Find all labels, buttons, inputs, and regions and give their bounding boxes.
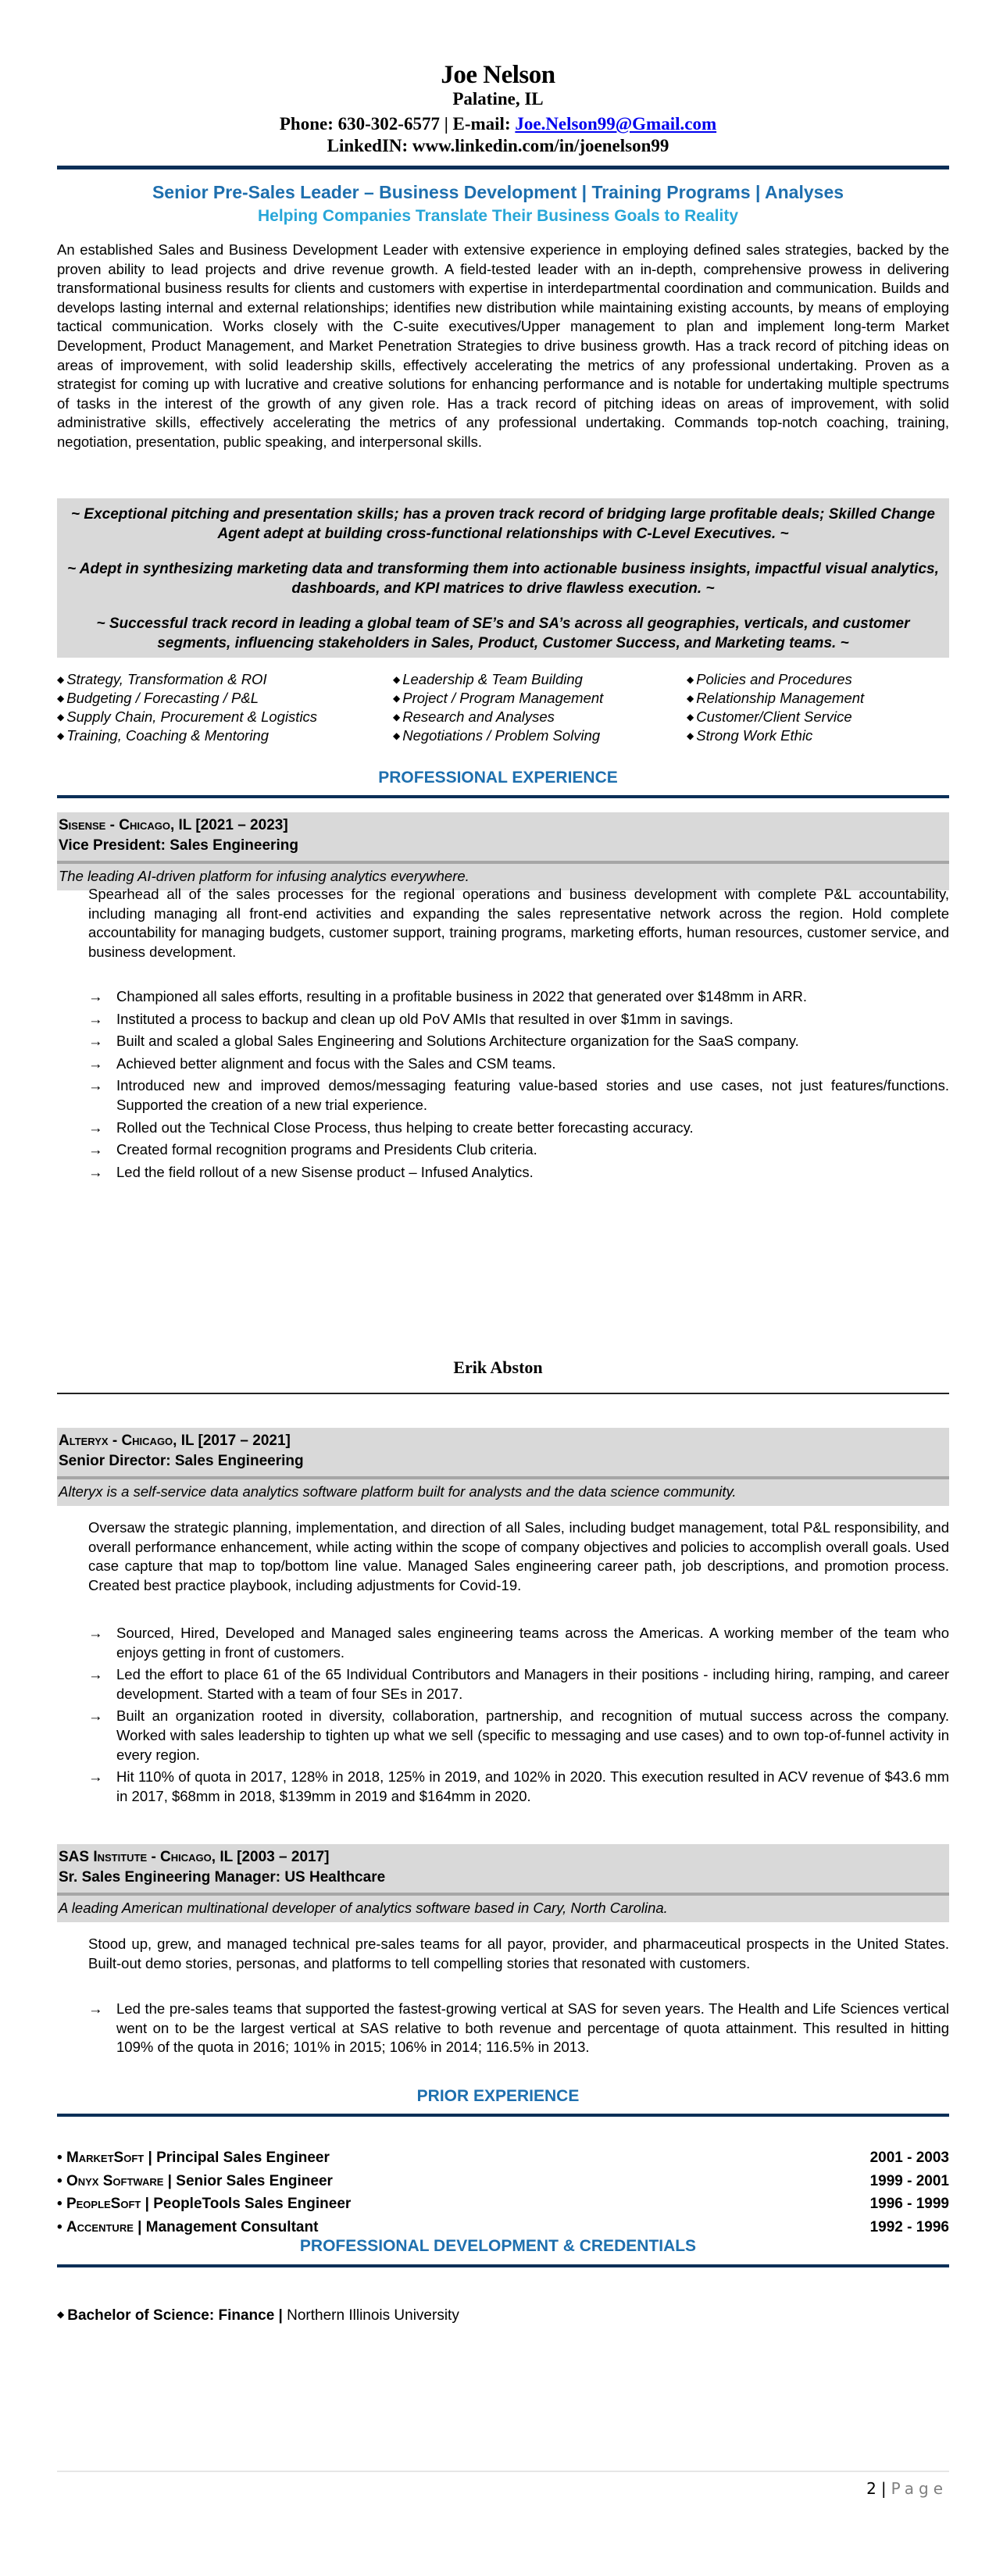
tagline: Helping Companies Translate Their Business Goals to Reality	[258, 207, 738, 225]
linkedin-url: LinkedIN: www.linkedin.com/in/joenelson99	[327, 136, 669, 155]
prior-company: PeopleSoft	[66, 2196, 141, 2212]
arrow-right-icon: →	[88, 1707, 103, 1725]
job-description: Oversaw the strategic planning, implementation, and direction of all Sales, including budget management, total P&L responsibility, and overall performance enhancement, while acting within the scope of company objectives and policies to accomplish overall goals. Used case capture that map to top/bottom line value. Managed Sales engineering career path, job descriptions, and promotion process. Created best practice playbook, including adjustments for Covid-19.	[88, 1519, 949, 1593]
diamond-bullet-icon: ◆	[57, 730, 65, 741]
prior-role: Principal Sales Engineer	[156, 2150, 330, 2166]
diamond-bullet-icon: ◆	[393, 712, 401, 722]
prior-experience-list	[57, 2146, 949, 2239]
diamond-bullet-icon: ◆	[393, 693, 401, 704]
prior-company: Accenture	[66, 2218, 134, 2235]
prior-years: 1992 - 1996	[869, 2218, 949, 2235]
arrow-right-icon: →	[88, 1077, 103, 1094]
highlight-item: ~ Exceptional pitching and presentation skills; has a proven track record of bridging large profitable deals; Skilled Change Agent adept at building cross-functional relationships with C-Level Executives. ~	[71, 506, 935, 542]
job-header-alteryx	[57, 1428, 949, 1506]
job-title: Senior Director: Sales Engineering	[59, 1453, 304, 1469]
prior-role: Management Consultant	[145, 2218, 319, 2235]
diamond-bullet-icon: ◆	[57, 674, 65, 685]
section-divider	[57, 2114, 949, 2117]
prior-company: Onyx Software	[66, 2172, 164, 2189]
diamond-bullet-icon: ◆	[687, 730, 694, 741]
job-company-tagline: A leading American multinational developer of analytics software based in Cary, North Carolina.	[59, 1900, 668, 1916]
competency-item: ◆ Research and Analyses	[393, 708, 555, 725]
arrow-right-icon: →	[88, 1768, 103, 1786]
prior-experience-item: • Accenture | Management Consultant 1992 - 1996	[57, 2216, 949, 2239]
job-bullets	[88, 987, 949, 1185]
job-bullets	[88, 1624, 949, 1809]
diamond-bullet-icon: ◆	[393, 674, 401, 685]
job-description: Stood up, grew, and managed technical pre-sales teams for all payor, provider, and pharmaceutical prospects in the United States. Built-out demo stories, personas, and platforms to tell compelling stories that resonated with customers.	[88, 1936, 949, 1971]
competency-item: ◆ Budgeting / Forecasting / P&L	[57, 690, 259, 706]
arrow-right-icon: →	[88, 1054, 103, 1072]
highlight-item: ~ Adept in synthesizing marketing data and transforming them into actionable business insights, impactful visual analytics, dashboards, and KPI matrices to drive flawless execution. ~	[67, 561, 939, 597]
competency-item: ◆ Relationship Management	[687, 690, 865, 706]
header-divider	[57, 166, 949, 169]
job-bullet: → Hit 110% of quota in 2017, 128% in 2018, 125% in 2019, and 102% in 2020. This execution resulted in ACV revenue of $43.6 mm in 2017, $68mm in 2018, $139mm in 2019 and $164mm in 2020.	[88, 1768, 949, 1806]
diamond-bullet-icon: ◆	[687, 712, 694, 722]
arrow-right-icon: →	[88, 1033, 103, 1050]
prior-role: Senior Sales Engineer	[176, 2172, 333, 2189]
prior-years: 1996 - 1999	[869, 2196, 949, 2212]
location: Palatine, IL	[452, 89, 544, 109]
diamond-bullet-icon: ◆	[57, 693, 65, 704]
diamond-bullet-icon: ◆	[57, 712, 65, 722]
job-bullet: → Sourced, Hired, Developed and Managed sales engineering teams across the Americas. A working member of the team who enjoys getting in front of customers.	[88, 1624, 949, 1662]
arrow-right-icon: →	[88, 1141, 103, 1158]
arrow-right-icon: →	[88, 1163, 103, 1180]
job-header-sas	[57, 1844, 949, 1922]
arrow-right-icon: →	[88, 1625, 103, 1641]
competency-item: ◆ Strong Work Ethic	[687, 727, 813, 744]
job-bullet: → Created formal recognition programs and Presidents Club criteria.	[88, 1140, 949, 1160]
job-bullet: → Led the effort to place 61 of the 65 Individual Contributors and Managers in their positions - including hiring, ramping, and career development. Started with a team of four SEs in 2017.	[88, 1665, 949, 1704]
page-header-name: Erik Abston	[453, 1358, 543, 1377]
competency-column	[687, 670, 864, 745]
arrow-right-icon: →	[88, 1010, 103, 1027]
section-divider	[57, 795, 949, 798]
competency-item: ◆ Negotiations / Problem Solving	[393, 727, 601, 744]
prior-experience-item: • Onyx Software | Senior Sales Engineer 1999 - 2001	[57, 2170, 949, 2193]
job-company-tagline: Alteryx is a self-service data analytics software platform built for analysts and the data science community.	[59, 1483, 737, 1500]
arrow-right-icon: →	[88, 988, 103, 1004]
headline: Senior Pre-Sales Leader – Business Development | Training Programs | Analyses	[152, 182, 844, 202]
diamond-bullet-icon: ◆	[57, 2309, 65, 2320]
degree: Bachelor of Science: Finance	[67, 2307, 275, 2324]
prior-years: 1999 - 2001	[869, 2172, 949, 2189]
competency-item: ◆ Training, Coaching & Mentoring	[57, 727, 270, 744]
contact-line	[0, 114, 996, 134]
prior-role: PeopleTools Sales Engineer	[153, 2196, 352, 2212]
page-header-divider	[57, 1393, 949, 1394]
job-title: Sr. Sales Engineering Manager: US Healthcare	[59, 1869, 386, 1886]
section-title-prior-experience: PRIOR EXPERIENCE	[416, 2087, 580, 2105]
email-link[interactable]: Joe.Nelson99@Gmail.com	[515, 114, 717, 134]
job-bullet: → Introduced new and improved demos/messaging featuring value-based stories and use cases, not just features/functions. Supported the creation of a new trial experience.	[88, 1076, 949, 1115]
highlights-box	[57, 498, 949, 658]
section-divider	[57, 2264, 949, 2267]
job-bullet: → Rolled out the Technical Close Process, thus helping to create better forecasting accuracy.	[88, 1119, 949, 1138]
competency-item: ◆ Customer/Client Service	[687, 708, 852, 725]
core-competencies	[57, 670, 949, 745]
section-title-professional-experience: PROFESSIONAL EXPERIENCE	[378, 769, 618, 787]
diamond-bullet-icon: ◆	[687, 674, 694, 685]
job-bullet: → Built and scaled a global Sales Engineering and Solutions Architecture organization for the SaaS company.	[88, 1032, 949, 1051]
job-company-tagline: The leading AI-driven platform for infusing analytics everywhere.	[59, 868, 469, 884]
job-company: Sisense - Chicago, IL [2021 – 2023]	[59, 817, 288, 833]
job-bullet: → Championed all sales efforts, resulting in a profitable business in 2022 that generated over $148mm in ARR.	[88, 987, 949, 1007]
candidate-name: Joe Nelson	[441, 61, 555, 89]
job-bullet: → Built an organization rooted in diversity, collaboration, partnership, and recognition of mutual success across the company. Worked with sales leadership to tighten up what we sell (specific to messaging and use cases) and to own top-of-funnel activity in every region.	[88, 1707, 949, 1764]
job-title: Vice President: Sales Engineering	[59, 837, 298, 854]
job-bullet: → Led the pre-sales teams that supported the fastest-growing vertical at SAS for seven years. The Health and Life Sciences vertical went on to be the largest vertical at SAS relative to both revenue and percentage of quota attainment. This resulted in hitting 109% of the quota in 2016; 101% in 2015; 106% in 2014; 116.5% in 2013.	[88, 2000, 949, 2057]
job-company: SAS Institute - Chicago, IL [2003 – 2017]	[59, 1849, 330, 1865]
school: Northern Illinois University	[287, 2307, 459, 2324]
competency-item: ◆ Strategy, Transformation & ROI	[57, 671, 267, 687]
job-company: Alteryx - Chicago, IL [2017 – 2021]	[59, 1432, 291, 1449]
prior-years: 2001 - 2003	[869, 2150, 949, 2166]
competency-item: ◆ Project / Program Management	[393, 690, 604, 706]
competency-item: ◆ Policies and Procedures	[687, 671, 852, 687]
job-bullet: → Instituted a process to backup and clean up old PoV AMIs that resulted in over $1mm in savings.	[88, 1010, 949, 1029]
page-number: 2 | Page	[866, 2479, 948, 2498]
job-description: Spearhead all of the sales processes for the regional operations and business development with complete P&L accountability, including managing all front-end activities and expanding the sales representative network across the region. Hold complete accountability for managing budgets, customer support, training programs, marketing efforts, human resources, customer service, and business development.	[88, 886, 949, 960]
arrow-right-icon: →	[88, 1119, 103, 1136]
diamond-bullet-icon: ◆	[687, 693, 694, 704]
competency-item: ◆ Supply Chain, Procurement & Logistics	[57, 708, 318, 725]
highlight-item: ~ Successful track record in leading a global team of SE’s and SA’s across all geographies, verticals, and customer segments, influencing stakeholders in Sales, Product, Customer Success, and Marketing teams. ~	[96, 615, 910, 651]
job-header-sisense	[57, 812, 949, 890]
education-item: ◆ Bachelor of Science: Finance | Northern Illinois University	[57, 2307, 459, 2324]
job-bullet: → Led the field rollout of a new Sisense product – Infused Analytics.	[88, 1163, 949, 1183]
phone-label: Phone: 630-302-6577 | E-mail:	[279, 114, 516, 134]
arrow-right-icon: →	[88, 1666, 103, 1683]
competency-column	[393, 670, 687, 745]
footer-divider	[57, 2471, 949, 2472]
prior-experience-item: • PeopleSoft | PeopleTools Sales Engineer 1996 - 1999	[57, 2192, 949, 2216]
competency-column	[57, 670, 393, 745]
prior-experience-item: • MarketSoft | Principal Sales Engineer 2001 - 2003	[57, 2146, 949, 2170]
competency-item: ◆ Leadership & Team Building	[393, 671, 583, 687]
job-bullets	[88, 2000, 949, 2060]
section-title-professional-development: PROFESSIONAL DEVELOPMENT & CREDENTIALS	[299, 2237, 697, 2255]
diamond-bullet-icon: ◆	[393, 730, 401, 741]
job-bullet: → Achieved better alignment and focus with the Sales and CSM teams.	[88, 1054, 949, 1074]
prior-company: MarketSoft	[66, 2150, 145, 2166]
arrow-right-icon: →	[88, 2000, 103, 2017]
summary-paragraph: An established Sales and Business Development Leader with extensive experience in employing defined sales strategies, backed by the proven ability to lead projects and drive revenue growth. A field-tested leader with an in-depth, comprehensive prowess in delivering transformational business results for clients and customers with expertise in interdepartmental coordination and communication. Builds and develops lasting internal and external relationships; identifies new distribution while maintaining existing accounts, by means of employing tactical communication. Works closely with the C-suite executives/Upper management to plan and implement long-term Market Development, Product Management, and Market Penetration Strategies to drive business growth. Has a track record of pitching ideas on areas of improvement, with solid leadership skills, effectively accelerating the metrics of any professional undertaking. Proven as a strategist for coming up with lucrative and creative solutions for enhancing performance and is notable for undertaking multiple spectrums of tasks in the interest of the growth of any given role. Has a track record of pitching ideas on areas of improvement, with solid administrative skills, effectively accelerating the metrics of any professional undertaking. Commands top-notch coaching, training, negotiation, presentation, public speaking, and interpersonal skills.	[57, 241, 949, 450]
